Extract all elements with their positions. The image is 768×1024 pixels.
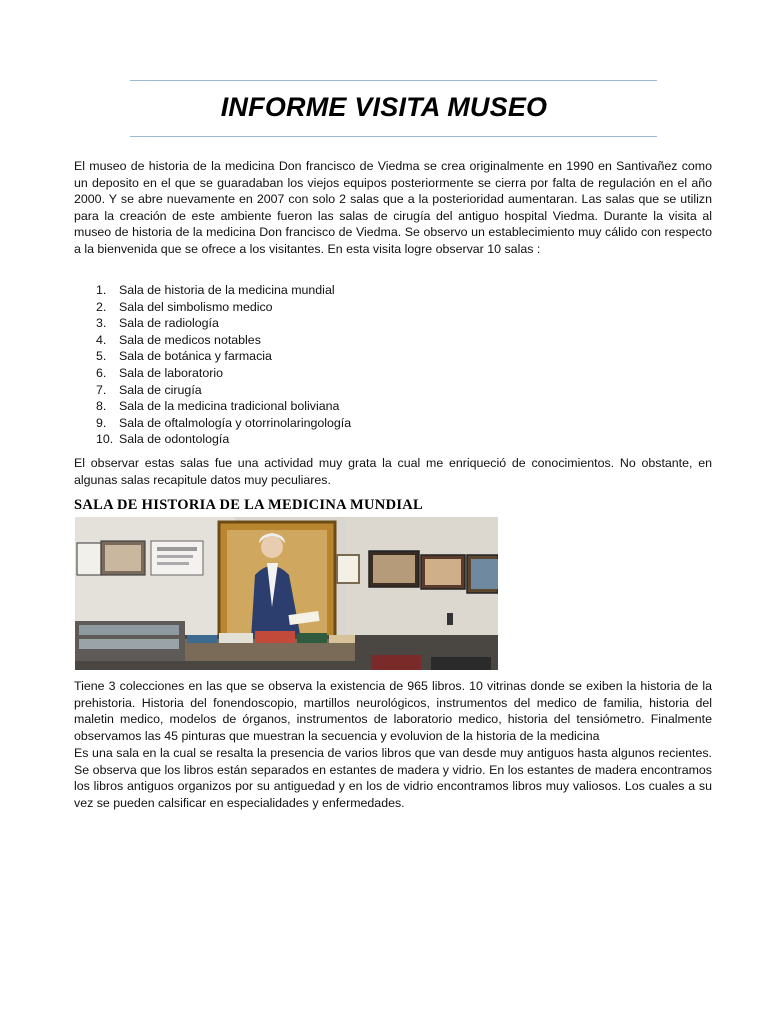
list-number: 5. [96, 349, 107, 364]
page-title: INFORME VISITA MUSEO [220, 92, 548, 122]
list-item [74, 365, 351, 382]
list-label: Sala de radiología [119, 316, 219, 331]
section-paragraph-2: Es una sala en la cual se resalta la presencia de varios libros que van desde muy antiguos hasta algunos recientes. Se observa que los libros están separados en estantes de madera y vidrio. En los estantes de madera encontramos los libros antiguos organizos por su antiguedad y en los de vidrio encontramos libros muy valiosos. Los cuales a su vez se pueden calsificar en especialidades y enfermedades. [74, 746, 712, 810]
list-label: Sala de historia de la medicina mundial [119, 283, 335, 297]
list-label: Sala del simbolismo medico [119, 299, 273, 314]
list-number: 6. [96, 365, 107, 380]
list-item [74, 282, 351, 299]
list-number: 9. [96, 415, 107, 430]
list-item [74, 332, 351, 349]
list-item [74, 382, 351, 399]
list-label: Sala de odontología [119, 432, 230, 447]
list-item [74, 348, 351, 365]
title-rule-bottom [130, 136, 657, 137]
list-number: 7. [96, 382, 107, 397]
list-label: Sala de cirugía [119, 382, 202, 397]
rooms-list [74, 282, 351, 448]
list-number: 8. [96, 399, 107, 414]
section-paragraph-1: Tiene 3 colecciones en las que se observa la existencia de 965 libros. 10 vitrinas donde se exiben la historia de la prehistoria. Historia del fonendoscopio, martillos neurológicos, instrumentos del medico de familia, historia del maletin medico, modelos de órganos, instrumentos de laboratorio medico, historia del tensiómetro. Finalmente observamos las 45 pinturas que muestran la secuencia y evoluvion de la historia de la medicina [74, 679, 712, 743]
intro-paragraph: El museo de historia de la medicina Don francisco de Viedma se crea originalmente en 1990 en Santivañez como un deposito en el que se guaradaban los viejos equipos posteriormente se cierra por falta de regulación en el año 2000. Y se abre nuevamente en 2007 con solo 2 salas que a la posterioridad aumentaran. Las salas que se utilizn para la creación de este ambiente fueron las salas de cirugía del antiguo hospital Viedma. Durante la visita al museo de historia de la medicina Don francisco de Viedma. Se observo un establecimiento muy cálido con respecto a la bienvenida que se ofrece a los visitantes. En esta visita logre observar 10 salas : [74, 159, 712, 256]
list-number: 4. [96, 332, 107, 347]
list-label: Sala de la medicina tradicional boliviana [119, 399, 340, 414]
list-item [74, 398, 351, 415]
list-number: 3. [96, 316, 107, 331]
list-item [74, 431, 351, 448]
list-label: Sala de laboratorio [119, 365, 224, 380]
list-number: 1. [96, 283, 107, 297]
list-label: Sala de medicos notables [119, 332, 261, 347]
list-item [74, 415, 351, 432]
section-heading: SALA DE HISTORIA DE LA MEDICINA MUNDIAL [74, 497, 424, 513]
list-label: Sala de botánica y farmacia [119, 349, 272, 364]
conclusion-paragraph: El observar estas salas fue una actividad muy grata la cual me enriqueció de conocimientos. No obstante, en algunas salas recapitule datos muy peculiares. [74, 456, 712, 487]
list-item [74, 299, 351, 316]
list-number: 2. [96, 299, 107, 314]
list-label: Sala de oftalmología y otorrinolaringología [119, 415, 352, 430]
list-item [74, 315, 351, 332]
title-rule-top [130, 80, 657, 81]
list-number: 10. [96, 432, 114, 447]
museum-room-photo [75, 517, 498, 670]
